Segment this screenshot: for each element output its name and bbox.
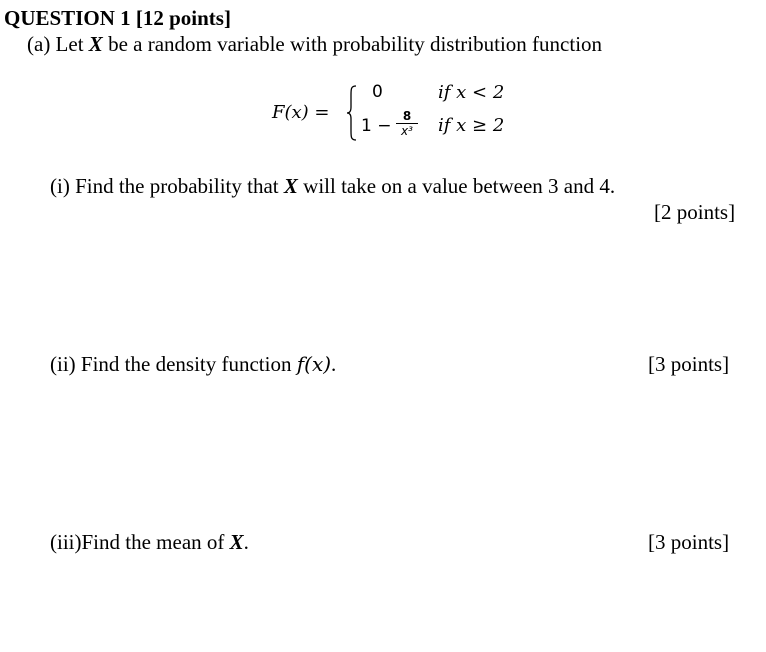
case2-value-prefix: 1 − bbox=[361, 116, 392, 136]
part-i-question bbox=[50, 174, 615, 199]
part-iii-prefix: (iii)Find the mean of bbox=[50, 530, 230, 554]
case2-fraction bbox=[396, 110, 418, 137]
intro-variable: X bbox=[88, 32, 103, 56]
part-ii-prefix: (ii) Find the density function bbox=[50, 352, 297, 376]
part-ii-question bbox=[50, 352, 336, 377]
case1-value: 0 bbox=[372, 82, 383, 102]
question-title: QUESTION 1 [12 points] bbox=[4, 6, 231, 30]
fraction-denominator: x³ bbox=[401, 124, 413, 138]
question-intro bbox=[27, 32, 602, 57]
part-i-variable: X bbox=[283, 174, 298, 198]
left-brace-icon bbox=[346, 85, 358, 141]
part-iii-points: [3 points] bbox=[648, 530, 730, 554]
part-iii-suffix: . bbox=[243, 530, 249, 554]
part-i-points: [2 points] bbox=[654, 200, 736, 224]
part-i-prefix: (i) Find the probability that bbox=[50, 174, 284, 198]
cdf-formula bbox=[272, 80, 572, 150]
part-iii-question bbox=[50, 530, 249, 555]
part-iii-variable: X bbox=[229, 530, 244, 554]
part-i-suffix: will take on a value between 3 and 4. bbox=[297, 174, 616, 198]
part-ii-function: f(x) bbox=[296, 352, 332, 376]
part-ii-suffix: . bbox=[331, 352, 337, 376]
part-ii-points: [3 points] bbox=[648, 352, 730, 376]
intro-prefix: (a) Let bbox=[27, 32, 89, 56]
intro-suffix: be a random variable with probability distribution function bbox=[102, 32, 603, 56]
formula-lhs: F(x) = bbox=[272, 102, 330, 123]
case2-condition: if x ≥ 2 bbox=[438, 115, 505, 136]
fraction-numerator: 8 bbox=[402, 109, 412, 123]
case1-condition: if x < 2 bbox=[438, 82, 505, 103]
